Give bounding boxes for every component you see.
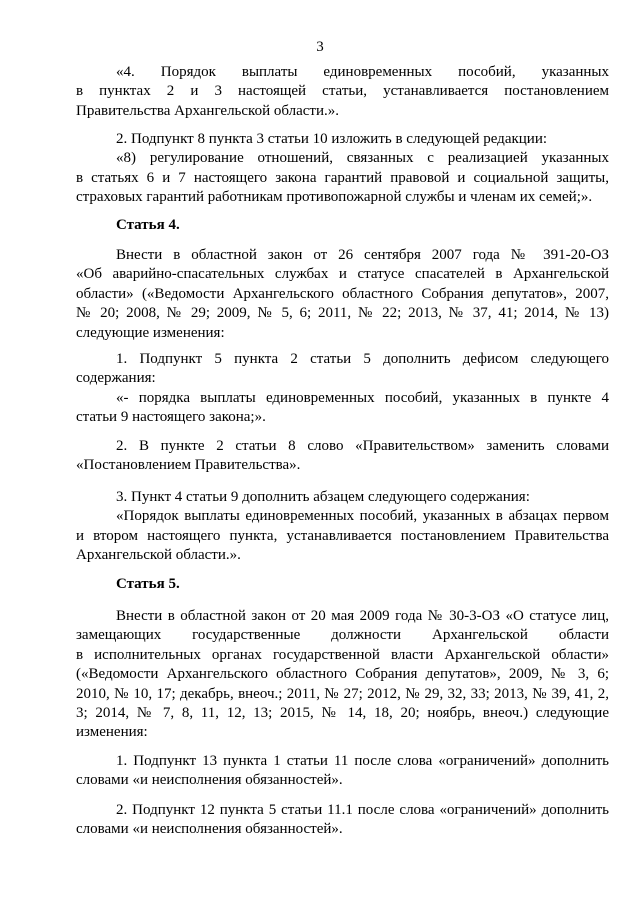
text-line: Внести в областной закон от 20 мая 2009 года № 30-3-ОЗ «О статусе лиц, <box>116 608 609 624</box>
text-line: Внести в областной закон от 26 сентября 2007 года № 391-20-ОЗ <box>116 247 609 263</box>
text-line: 2. В пункте 2 статьи 8 слово «Правительством» заменить словами <box>116 438 609 454</box>
text-line: замещающих государственные должности Архангельской области <box>76 627 609 644</box>
text-line: Архангельской области.». <box>76 547 241 564</box>
paragraph-point-4-continuation <box>76 63 609 121</box>
heading-article-5 <box>76 575 609 594</box>
text-line: следующие изменения: <box>76 324 225 341</box>
text-line: в статьях 6 и 7 настоящего закона гарантий правовой и социальной защиты, <box>76 169 609 186</box>
heading-article-4 <box>76 216 609 235</box>
paragraph-article-4-item-2 <box>76 437 609 476</box>
article-heading: Статья 4. <box>116 217 180 233</box>
text-line: № 20; 2008, № 29; 2009, № 5, 6; 2011, № 22; 2013, № 37, 41; 2014, № 13) <box>76 305 609 322</box>
text-line: области» («Ведомости Архангельского областного Собрания депутатов», 2007, <box>76 285 609 302</box>
text-line: 2. Подпункт 8 пункта 3 статьи 10 изложить в следующей редакции: <box>116 131 548 147</box>
paragraph-article-5-item-1 <box>76 752 609 791</box>
article-heading: Статья 5. <box>116 576 180 592</box>
text-line: «Порядок выплаты единовременных пособий, указанных в абзацах первом <box>116 508 609 525</box>
text-line: изменения: <box>76 724 148 741</box>
paragraph-article-4-item-3 <box>76 488 609 566</box>
text-line: «4. Порядок выплаты единовременных пособий, указанных <box>116 64 609 80</box>
paragraph-art10-subpoint-8 <box>76 130 609 208</box>
text-line: и втором настоящего пункта, устанавливается постановлением Правительства <box>76 527 609 544</box>
text-line: Правительства Архангельской области.». <box>76 102 340 119</box>
paragraph-article-4-item-1 <box>76 350 609 428</box>
text-line: словами «и неисполнения обязанностей». <box>76 772 343 789</box>
text-line: («Ведомости Архангельского областного Собрания депутатов», 2009, № 3, 6; <box>76 666 609 683</box>
text-line: в исполнительных органах государственной власти Архангельской области» <box>76 646 609 663</box>
text-line: 3. Пункт 4 статьи 9 дополнить абзацем следующего содержания: <box>116 489 530 505</box>
text-line: 3; 2014, № 7, 8, 11, 12, 13; 2015, № 14, 18, 20; ноябрь, внеоч.) следующие <box>76 704 609 721</box>
text-line: в пунктах 2 и 3 настоящей статьи, устанавливается постановлением <box>76 83 609 100</box>
text-line: «Об аварийно-спасательных службах и статусе спасателей в Архангельской <box>76 266 609 283</box>
text-line: 1. Подпункт 13 пункта 1 статьи 11 после слова «ограничений» дополнить <box>116 753 609 769</box>
text-line: страховых гарантий работникам противопожарной службы и членам их семей;». <box>76 189 593 206</box>
paragraph-article-5-intro <box>76 607 609 743</box>
text-line: 2. Подпункт 12 пункта 5 статьи 11.1 после слова «ограничений» дополнить <box>116 802 609 818</box>
text-line: «Постановлением Правительства». <box>76 457 301 474</box>
paragraph-article-5-item-2 <box>76 801 609 840</box>
text-line: 1. Подпункт 5 пункта 2 статьи 5 дополнить дефисом следующего <box>116 351 609 367</box>
text-line: 2010, № 10, 17; декабрь, внеоч.; 2011, № 27; 2012, № 29, 32, 33; 2013, № 39, 41, 2, <box>76 685 609 702</box>
text-line: статьи 9 настоящего закона;». <box>76 409 266 426</box>
text-line: словами «и неисполнения обязанностей». <box>76 821 343 838</box>
text-line: «- порядка выплаты единовременных пособий, указанных в пункте 4 <box>116 389 609 406</box>
page-number: 3 <box>316 39 324 55</box>
text-line: «8) регулирование отношений, связанных с реализацией указанных <box>116 150 609 167</box>
text-line: содержания: <box>76 370 156 387</box>
paragraph-article-4-intro <box>76 246 609 343</box>
